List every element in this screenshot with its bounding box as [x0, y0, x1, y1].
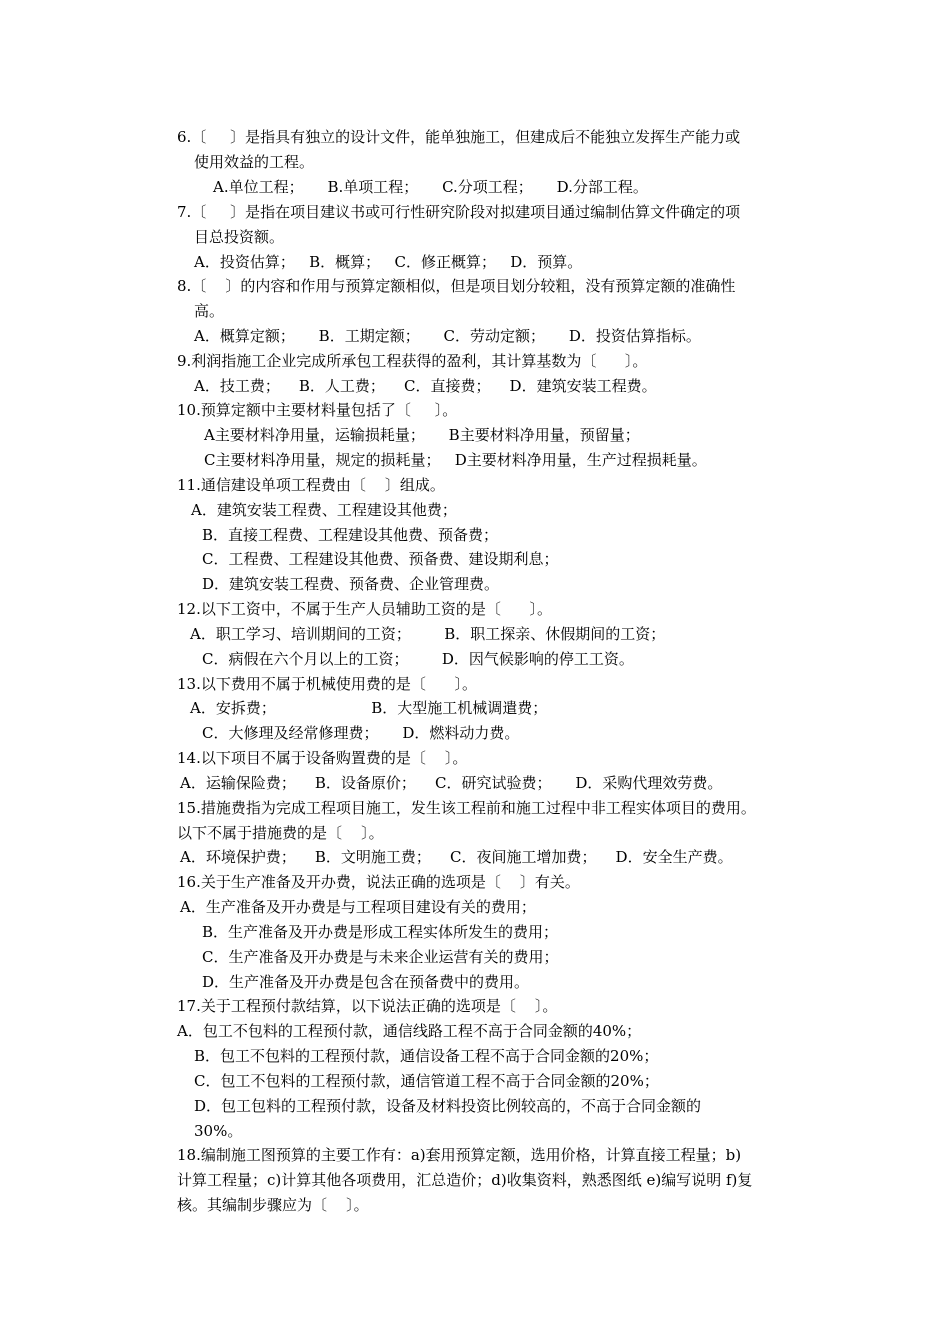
- q6-stem: 6.〔 〕是指具有独立的设计文件，能单独施工，但建成后不能独立发挥生产能力或: [177, 128, 741, 146]
- q10-stem: 10.预算定额中主要材料量包括了〔 〕。: [177, 401, 458, 419]
- q16-stem: 16.关于生产准备及开办费，说法正确的选项是〔 〕有关。: [177, 873, 580, 891]
- q14-stem: 14.以下项目不属于设备购置费的是〔 〕。: [177, 749, 468, 767]
- q17-option-a: A．包工不包料的工程预付款，通信线路工程不高于合同金额的40%；: [177, 1022, 642, 1040]
- q13-stem: 13.以下费用不属于机械使用费的是〔 〕。: [177, 675, 477, 693]
- q9-stem: 9.利润指施工企业完成所承包工程获得的盈利，其计算基数为〔 〕。: [177, 352, 648, 370]
- q11-option-d: D．建筑安装工程费、预备费、企业管理费。: [202, 575, 500, 593]
- q11-option-a: A．建筑安装工程费、工程建设其他费；: [191, 501, 457, 519]
- q10-options-ab: A主要材料净用量，运输损耗量； B主要材料净用量，预留量；: [204, 426, 640, 444]
- q16-option-a: A．生产准备及开办费是与工程项目建设有关的费用；: [180, 898, 536, 916]
- q7-options: A．投资估算； B．概算； C．修正概算； D．预算。: [194, 253, 583, 271]
- q16-option-c: C．生产准备及开办费是与未来企业运营有关的费用；: [202, 948, 559, 966]
- q8-stem-cont: 高。: [194, 302, 225, 320]
- q16-option-b: B．生产准备及开办费是形成工程实体所发生的费用；: [202, 923, 559, 941]
- q11-option-b: B．直接工程费、工程建设其他费、预备费；: [202, 526, 499, 544]
- q6-options: A.单位工程； B.单项工程； C.分项工程； D.分部工程。: [213, 178, 648, 196]
- q15-stem: 15.措施费指为完成工程项目施工，发生该工程前和施工过程中非工程实体项目的费用。: [177, 799, 756, 817]
- q7-stem: 7.〔 〕是指在项目建议书或可行性研究阶段对拟建项目通过编制估算文件确定的项: [177, 203, 741, 221]
- q7-stem-cont: 目总投资额。: [194, 228, 285, 246]
- q16-option-d: D．生产准备及开办费是包含在预备费中的费用。: [202, 973, 530, 991]
- q17-option-b: B．包工不包料的工程预付款，通信设备工程不高于合同金额的20%；: [194, 1047, 659, 1065]
- q13-options-cd: C．大修理及经常修理费； D．燃料动力费。: [202, 724, 520, 742]
- q14-options: A．运输保险费； B．设备原价； C．研究试验费； D．采购代理效劳费。: [180, 774, 723, 792]
- q12-stem: 12.以下工资中，不属于生产人员辅助工资的是〔 〕。: [177, 600, 552, 618]
- q13-options-ab: A．安拆费； B．大型施工机械调遣费；: [190, 699, 548, 717]
- q17-option-d: D．包工包料的工程预付款，设备及材料投资比例较高的，不高于合同金额的: [194, 1097, 702, 1115]
- q17-option-c: C．包工不包料的工程预付款，通信管道工程不高于合同金额的20%；: [194, 1072, 659, 1090]
- q15-stem-cont: 以下不属于措施费的是〔 〕。: [177, 824, 384, 842]
- q8-stem: 8.〔 〕的内容和作用与预算定额相似，但是项目划分较粗，没有预算定额的准确性: [177, 277, 736, 295]
- q15-options: A．环境保护费； B．文明施工费； C．夜间施工增加费； D．安全生产费。: [180, 848, 733, 866]
- q9-options: A．技工费； B．人工费； C．直接费； D．建筑安装工程费。: [194, 377, 657, 395]
- q12-options-ab: A．职工学习、培训期间的工资； B．职工探亲、休假期间的工资；: [190, 625, 666, 643]
- q17-stem: 17.关于工程预付款结算，以下说法正确的选项是〔 〕。: [177, 997, 558, 1015]
- q12-options-cd: C．病假在六个月以上的工资； D．因气候影响的停工工资。: [202, 650, 634, 668]
- q17-option-d-cont: 30%。: [194, 1122, 243, 1140]
- q10-options-cd: C主要材料净用量，规定的损耗量； D主要材料净用量，生产过程损耗量。: [204, 451, 707, 469]
- q8-options: A．概算定额； B．工期定额； C．劳动定额； D．投资估算指标。: [194, 327, 701, 345]
- q6-stem-cont: 使用效益的工程。: [194, 153, 315, 171]
- q11-option-c: C．工程费、工程建设其他费、预备费、建设期利息；: [202, 550, 559, 568]
- q18-stem: 18.编制施工图预算的主要工作有：a)套用预算定额，选用价格，计算直接工程量；b): [177, 1146, 742, 1164]
- q11-stem: 11.通信建设单项工程费由〔 〕组成。: [177, 476, 445, 494]
- q18-stem-cont: 计算工程量；c)计算其他各项费用，汇总造价；d)收集资料，熟悉图纸 e)编写说明 f)复: [177, 1171, 753, 1189]
- q18-stem-cont2: 核。其编制步骤应为〔 〕。: [177, 1196, 369, 1214]
